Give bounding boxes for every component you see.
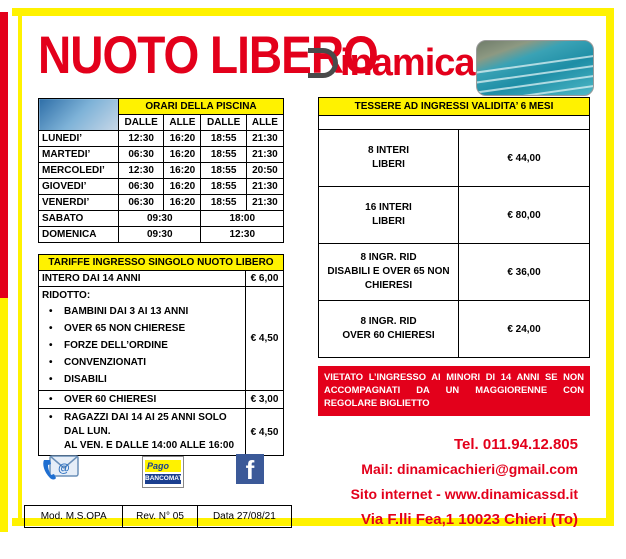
col-header: DALLE [201, 115, 246, 131]
time-cell: 21:30 [246, 179, 283, 195]
website-text[interactable]: Sito internet - www.dinamicassd.it [350, 486, 578, 502]
svg-text:@: @ [58, 461, 70, 475]
swimmer-photo [39, 99, 119, 131]
day-label: DOMENICA [39, 227, 119, 243]
inner-left-stripe [18, 14, 22, 519]
dinamica-logo [308, 44, 475, 82]
time-cell: 12:30 [119, 131, 164, 147]
card-label-line: DISABILI E OVER 65 NON [327, 266, 450, 277]
doc-date: Data 27/08/21 [197, 506, 291, 528]
frame-top-border [12, 8, 614, 16]
table-row [39, 195, 284, 211]
col-header: ALLE [246, 115, 283, 131]
time-cell: 16:20 [164, 195, 201, 211]
tessere-table [318, 97, 590, 358]
list-item: • OVER 65 NON CHIERESE [42, 320, 242, 337]
time-cell: 16:20 [164, 179, 201, 195]
tariff-label: INTERO DAI 14 ANNI [39, 271, 246, 287]
minors-warning: VIETATO L’INGRESSO AI MINORI DI 14 ANNI SE NON ACCOMPAGNATI DA UN MAGGIORENNE CON REGOLARE BIGLIETTO [318, 366, 590, 416]
time-cell: 18:55 [201, 147, 246, 163]
card-label-line: LIBERI [372, 159, 405, 170]
time-cell: 12:30 [201, 227, 284, 243]
tariffe-table [38, 254, 284, 456]
time-cell: 16:20 [164, 163, 201, 179]
time-cell: 09:30 [119, 227, 201, 243]
card-label-line: OVER 60 CHIERESI [342, 330, 435, 341]
list-item [42, 411, 242, 453]
table-row [39, 271, 284, 287]
card-price: € 24,00 [459, 301, 590, 358]
table-row [39, 227, 284, 243]
day-label: LUNEDI’ [39, 131, 119, 147]
page-title: NUOTO LIBERO [38, 24, 378, 85]
table-row [39, 391, 284, 409]
card-label-line: 8 INGR. RID [360, 252, 417, 263]
contacts-block [351, 432, 578, 532]
time-cell: 12:30 [119, 163, 164, 179]
list-item: • OVER 60 CHIERESI [42, 391, 242, 408]
time-cell: 06:30 [119, 195, 164, 211]
card-label-line: LIBERI [372, 216, 405, 227]
card-label [319, 244, 459, 301]
time-cell: 21:30 [246, 147, 283, 163]
table-row [319, 187, 590, 244]
time-cell: 18:55 [201, 179, 246, 195]
card-price: € 80,00 [459, 187, 590, 244]
table-row [39, 211, 284, 227]
table-row [39, 131, 284, 147]
time-cell: 21:30 [246, 131, 283, 147]
card-label [319, 187, 459, 244]
ragazzi-cell [39, 409, 246, 456]
tariff-price: € 6,00 [246, 271, 284, 287]
list-item: • CONVENZIONATI [42, 354, 242, 371]
tariff-price: € 4,50 [246, 409, 284, 456]
list-item: • DISABILI [42, 371, 242, 388]
pool-photo [476, 40, 594, 96]
card-label-line: 8 INTERI [367, 145, 410, 156]
time-cell: 21:30 [246, 195, 283, 211]
day-label: GIOVEDI’ [39, 179, 119, 195]
email-text[interactable]: Mail: dinamicachieri@gmail.com [361, 461, 578, 477]
table-row [39, 409, 284, 456]
over60-cell [39, 391, 246, 409]
table-row [39, 287, 284, 391]
address-text: Via F.lli Fea,1 10023 Chieri (To) [360, 511, 578, 528]
time-cell: 18:55 [201, 163, 246, 179]
pago-label: Pago [145, 460, 181, 472]
list-item: • FORZE DELL’ORDINE [42, 337, 242, 354]
mail-phone-icon[interactable] [40, 450, 80, 486]
tariff-price: € 4,50 [246, 287, 284, 391]
card-price: € 44,00 [459, 130, 590, 187]
time-cell: 16:20 [164, 147, 201, 163]
ridotto-list [42, 303, 242, 388]
card-label [319, 301, 459, 358]
day-label: MARTEDI’ [39, 147, 119, 163]
pagobancomat-icon [142, 456, 184, 488]
mod-code: Mod. M.S.OPA [25, 506, 123, 528]
time-cell: 20:50 [246, 163, 283, 179]
frame-right-border [606, 8, 614, 526]
table-row [39, 163, 284, 179]
phone-text[interactable]: Tel. 011.94.12.805 [454, 436, 578, 453]
tariffe-title: TARIFFE INGRESSO SINGOLO NUOTO LIBERO [39, 255, 284, 271]
document-footer [24, 505, 292, 528]
table-row [319, 244, 590, 301]
day-label: MERCOLEDI’ [39, 163, 119, 179]
table-row [319, 130, 590, 187]
logo-d-icon [308, 48, 338, 78]
col-header: ALLE [164, 115, 201, 131]
bancomat-label: BANCOMAT [145, 475, 183, 482]
card-label-line: 8 INGR. RID [360, 316, 417, 327]
logo-text: inamica [340, 42, 475, 84]
card-price: € 36,00 [459, 244, 590, 301]
table-row [319, 301, 590, 358]
table-row [39, 179, 284, 195]
col-header: DALLE [119, 115, 164, 131]
day-label: VENERDI’ [39, 195, 119, 211]
time-cell: 18:55 [201, 195, 246, 211]
time-cell: 09:30 [119, 211, 201, 227]
orari-table [38, 98, 284, 243]
card-label [319, 130, 459, 187]
time-cell: 06:30 [119, 147, 164, 163]
revision: Rev. N° 05 [123, 506, 197, 528]
time-cell: 18:55 [201, 131, 246, 147]
time-cell: 18:00 [201, 211, 284, 227]
list-item: • BAMBINI DAI 3 AI 13 ANNI [42, 303, 242, 320]
ragazzi-line-1: RAGAZZI DAI 14 AI 25 ANNI SOLO DAL LUN. [64, 412, 227, 437]
tariff-price: € 3,00 [246, 391, 284, 409]
day-label: SABATO [39, 211, 119, 227]
ragazzi-line-2: AL VEN. E DALLE 14:00 ALLE 16:00 [64, 440, 235, 451]
card-label-line: 16 INTERI [365, 202, 412, 213]
ridotto-label: RIDOTTO: [42, 290, 91, 301]
ridotto-cell [39, 287, 246, 391]
orari-title: ORARI DELLA PISCINA [119, 99, 284, 115]
facebook-icon[interactable]: f [236, 454, 264, 484]
frame-left-border [0, 12, 8, 532]
time-cell: 06:30 [119, 179, 164, 195]
table-row [39, 147, 284, 163]
card-label-line: CHIERESI [364, 280, 413, 291]
tessere-title: TESSERE AD INGRESSI VALIDITA’ 6 MESI [319, 98, 590, 116]
time-cell: 16:20 [164, 131, 201, 147]
